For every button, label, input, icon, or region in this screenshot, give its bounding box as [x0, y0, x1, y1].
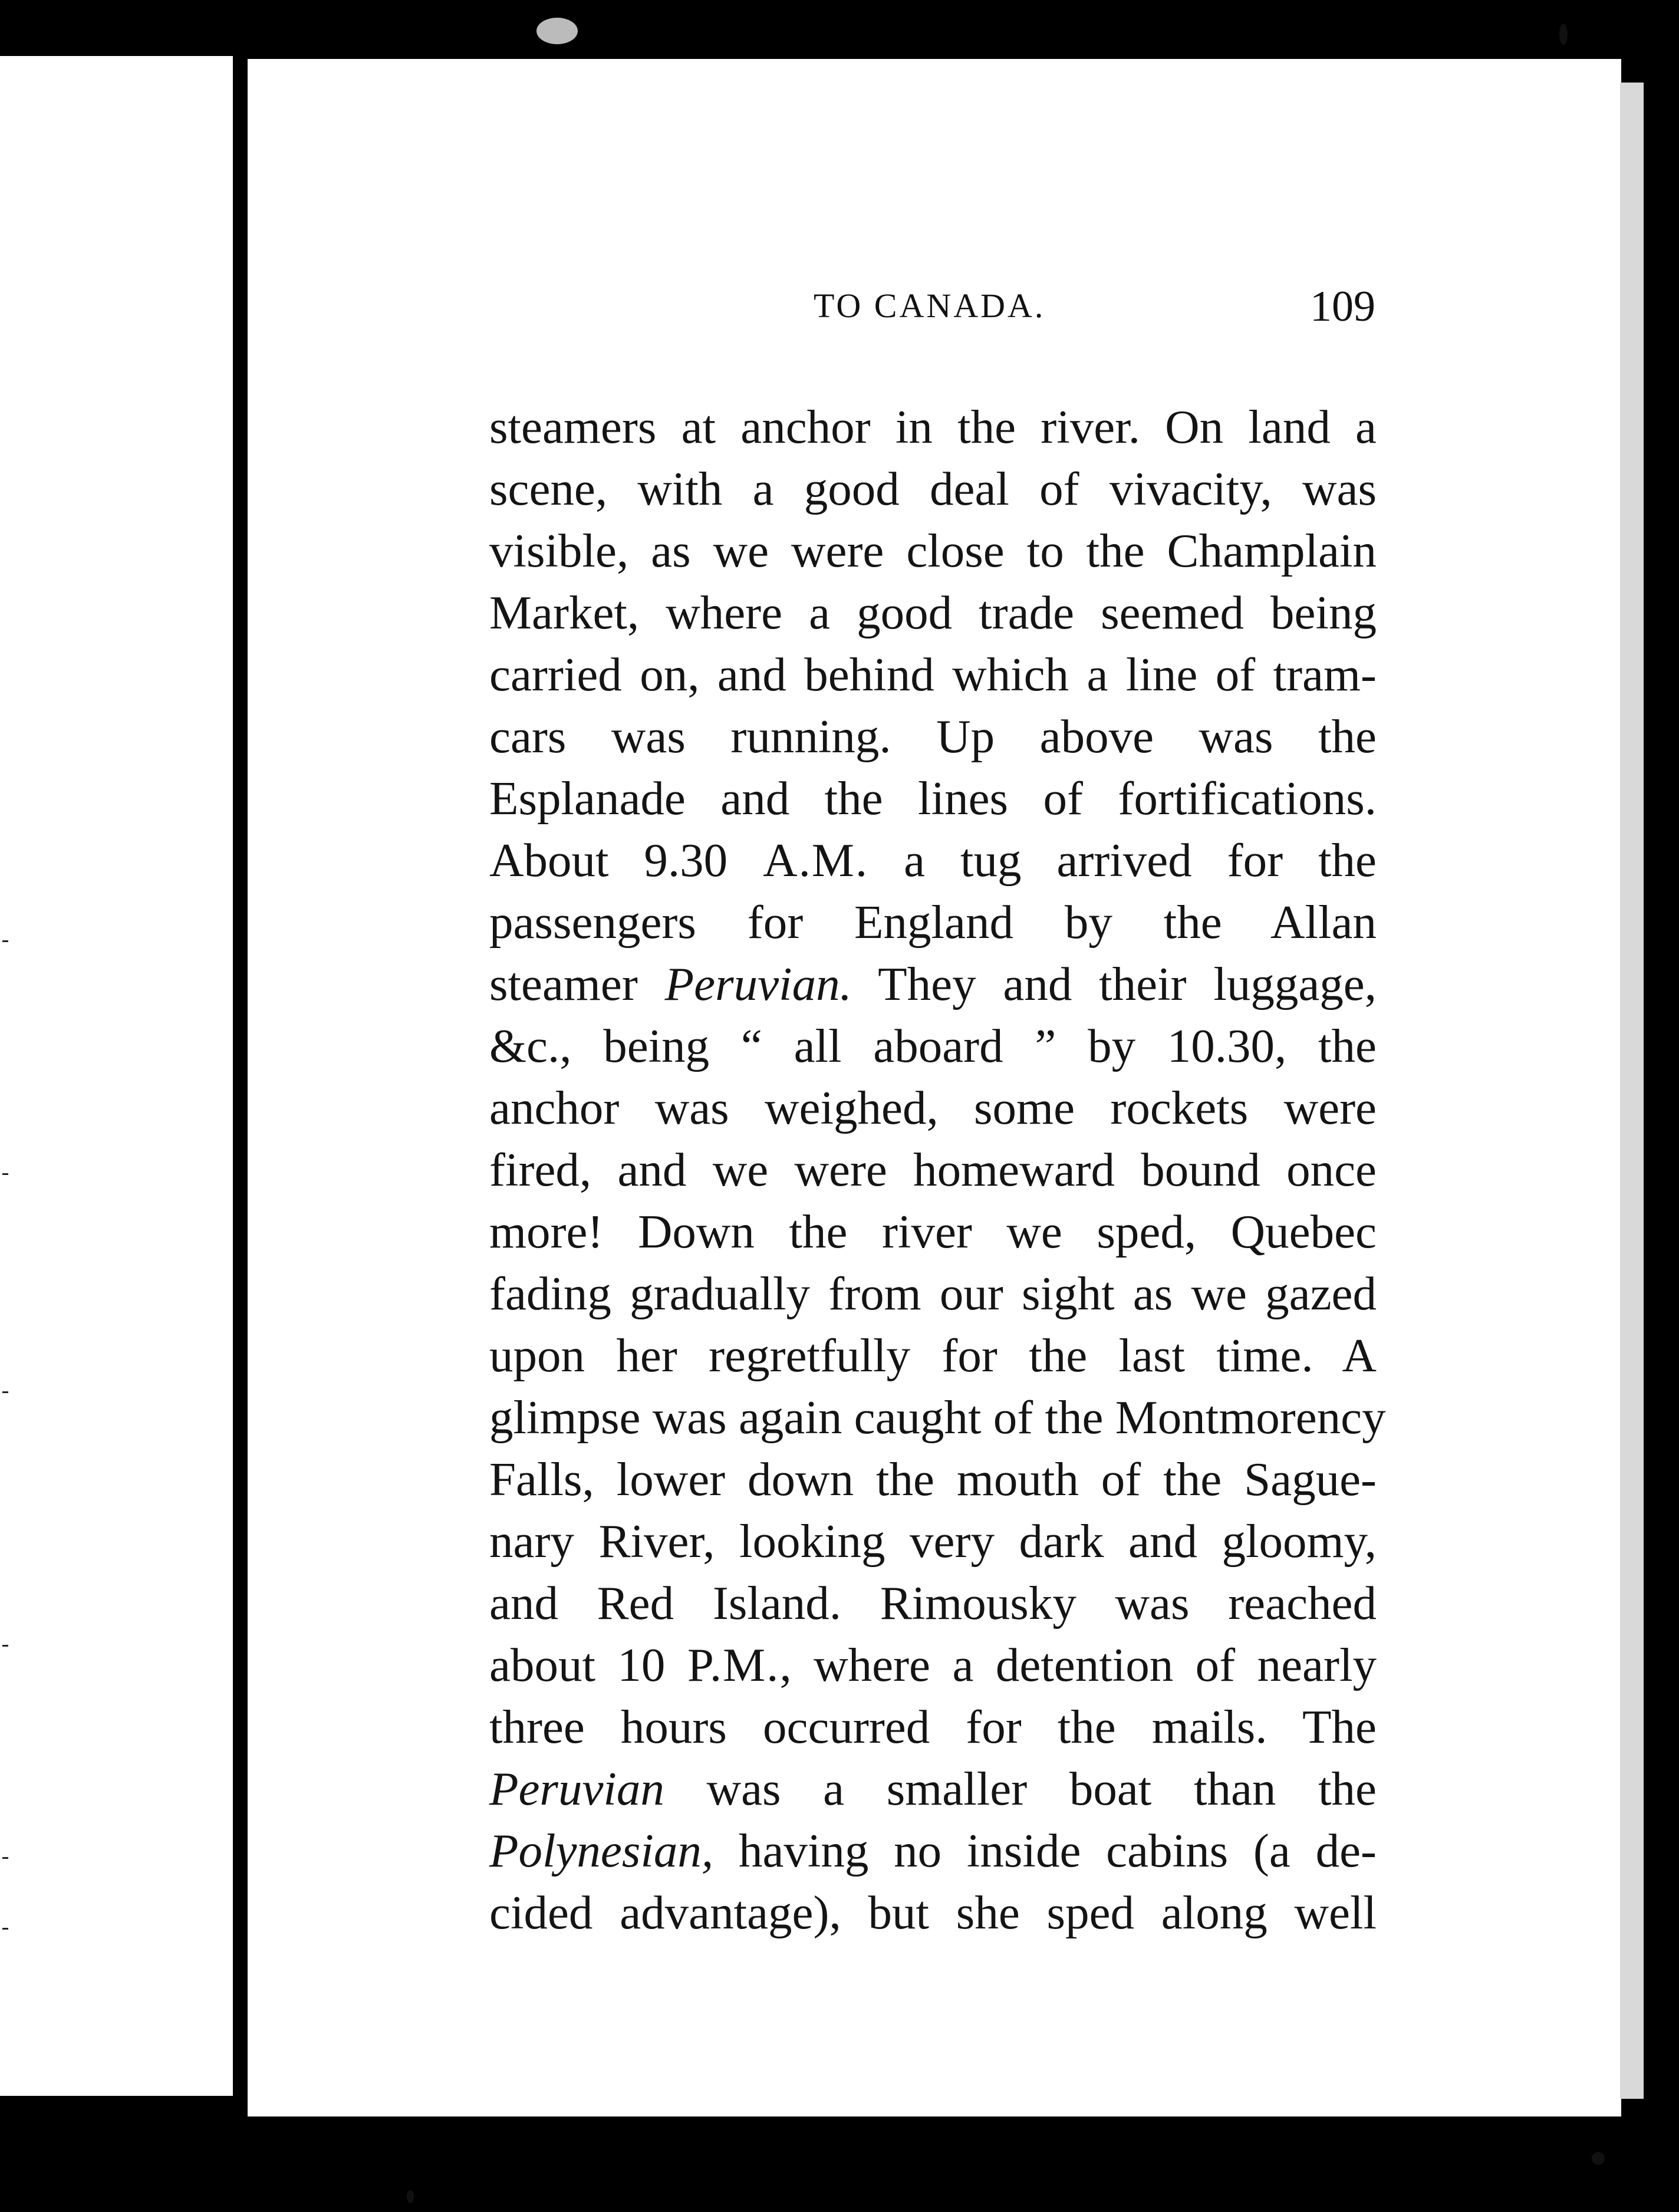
text-line — [489, 1201, 1377, 1263]
text-segment: Esplanade and the lines of fortifications. — [489, 772, 1377, 825]
text-line — [489, 1510, 1377, 1572]
text-segment: Market, where a good trade seemed being — [489, 586, 1377, 639]
text-segment: more! Down the river we sped, Quebec — [489, 1205, 1377, 1258]
scan-speck — [1559, 24, 1568, 45]
text-segment: upon her regretfully for the last time. A — [489, 1329, 1377, 1382]
text-line — [489, 582, 1377, 644]
text-line — [489, 953, 1377, 1015]
facing-page-edge-mark — [2, 1928, 8, 1930]
text-line — [489, 1015, 1377, 1077]
text-line — [489, 520, 1377, 582]
text-line — [489, 1139, 1377, 1201]
text-line — [489, 1263, 1377, 1325]
text-line — [489, 830, 1377, 891]
text-segment: P.M. — [687, 1638, 780, 1691]
text-segment: cars was running. Up above was the — [489, 710, 1377, 763]
text-segment: carried on, and behind which a line of tram- — [489, 648, 1377, 701]
text-line — [489, 1077, 1377, 1139]
text-segment: was a smaller boat than the — [664, 1762, 1377, 1815]
text-line — [489, 1325, 1377, 1387]
facing-page-edge-mark — [2, 940, 8, 942]
text-segment: scene, with a good deal of vivacity, was — [489, 462, 1377, 515]
text-line — [489, 1572, 1377, 1634]
text-segment: , where a detention of nearly — [779, 1638, 1377, 1691]
text-line — [489, 396, 1377, 458]
page-fold-shadow — [1620, 83, 1644, 2099]
text-line — [489, 891, 1377, 953]
text-segment: fired, and we were homeward bound once — [489, 1143, 1377, 1196]
text-segment: three hours occurred for the mails. The — [489, 1700, 1377, 1753]
text-line — [489, 1696, 1377, 1758]
text-segment: visible, as we were close to the Champlain — [489, 524, 1377, 577]
text-segment: steamer — [489, 957, 665, 1010]
text-line — [489, 1387, 1386, 1449]
facing-page-edge — [0, 56, 233, 2096]
text-line — [489, 768, 1377, 830]
text-segment: passengers for England by the Allan — [489, 896, 1377, 949]
scan-speck — [536, 18, 578, 44]
text-segment: Peruvian. — [664, 957, 852, 1010]
text-line — [489, 644, 1377, 706]
text-segment: They and their luggage, — [851, 957, 1377, 1010]
facing-page-edge-mark — [2, 1645, 8, 1647]
text-segment: about 10 — [489, 1638, 687, 1691]
text-line — [489, 1882, 1377, 1944]
text-line — [489, 1820, 1377, 1882]
page-number: 109 — [1310, 282, 1375, 331]
text-segment: nary River, looking very dark and gloomy, — [489, 1515, 1377, 1568]
text-segment: Peruvian — [489, 1762, 664, 1815]
text-segment: fading gradually from our sight as we gazed — [489, 1267, 1377, 1320]
text-segment: steamers at anchor in the river. On land a — [489, 400, 1377, 453]
text-segment: &c., being “ all aboard ” by 10.30, the — [489, 1019, 1377, 1072]
text-segment: About 9.30 — [489, 834, 763, 887]
text-segment: glimpse was again caught of the Montmorency — [489, 1391, 1386, 1444]
text-segment: and Red Island. Rimousky was reached — [489, 1576, 1377, 1630]
text-segment: A.M. — [763, 834, 869, 887]
scan-speck — [407, 2190, 414, 2203]
scan-speck — [1592, 2152, 1605, 2165]
text-line — [489, 706, 1377, 768]
text-line — [489, 458, 1377, 520]
text-segment: a tug arrived for the — [868, 834, 1377, 887]
text-segment: Falls, lower down the mouth of the Sague- — [489, 1453, 1377, 1506]
facing-page-edge-mark — [2, 1173, 8, 1175]
facing-page-edge-mark — [2, 1391, 8, 1393]
text-line — [489, 1449, 1377, 1510]
text-segment: Polynesian, — [489, 1824, 714, 1877]
text-line — [489, 1634, 1377, 1696]
text-line — [489, 1758, 1377, 1820]
body-paragraph — [489, 396, 1386, 1944]
facing-page-edge-mark — [2, 1857, 8, 1859]
text-segment: cided advantage), but she sped along well — [489, 1886, 1377, 1939]
text-segment: having no inside cabins (a de- — [713, 1824, 1377, 1877]
running-head: TO CANADA. — [814, 287, 1046, 325]
text-segment: anchor was weighed, some rockets were — [489, 1081, 1377, 1134]
